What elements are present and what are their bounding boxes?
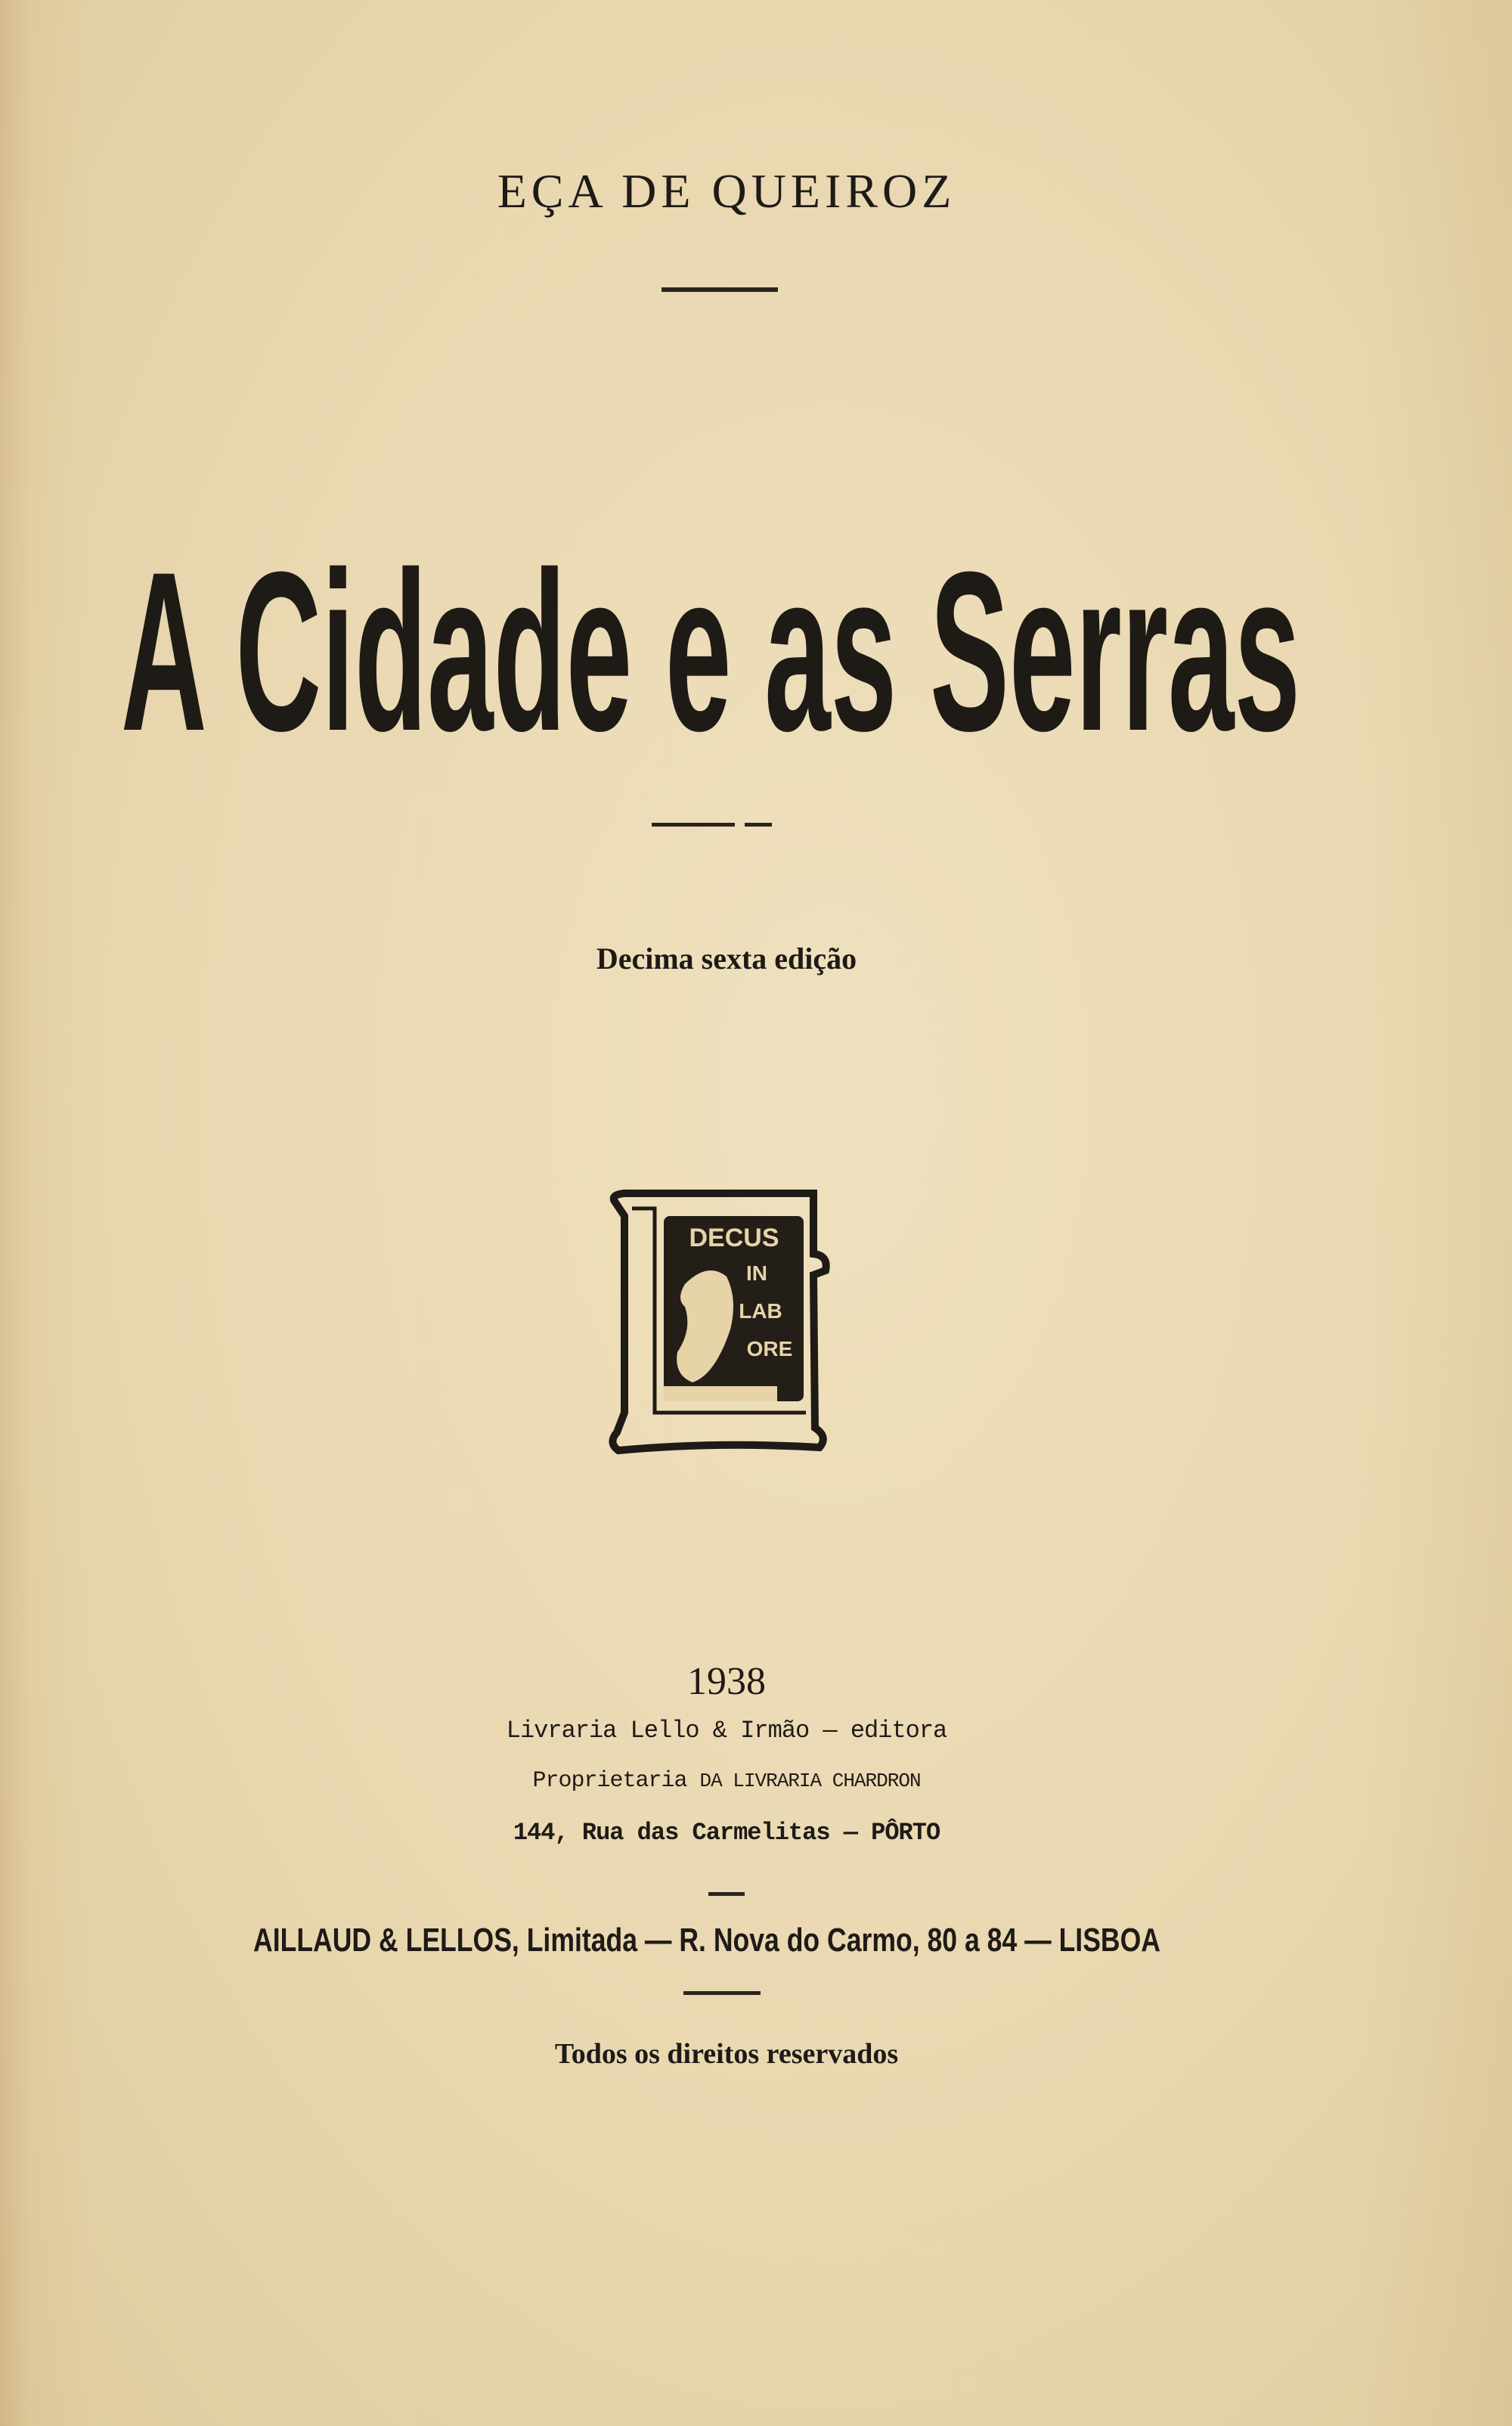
- rights-notice: Todos os direitos reservados: [554, 2038, 899, 2070]
- svg-text:ORE: ORE: [746, 1337, 793, 1360]
- publisher-name: Livraria Lello & Irmão — editora: [506, 1717, 947, 1745]
- publisher-logo: [602, 1186, 836, 1458]
- publisher-address: 144, Rua das Carmelitas — PÔRTO: [513, 1819, 940, 1847]
- short-rule: [708, 1892, 745, 1896]
- printer-text: AILLAUD & LELLOS, Limitada — R. Nova do Carmo, 80 a 84 — LISBOA: [253, 1922, 1160, 1959]
- svg-text:LAB: LAB: [739, 1299, 782, 1323]
- edition-text: Decima sexta edição: [596, 942, 857, 976]
- svg-text:DECUS: DECUS: [689, 1224, 779, 1252]
- ornament-rule: [652, 823, 735, 827]
- author-name: EÇA DE QUEIROZ: [497, 164, 956, 218]
- divider-rule: [662, 287, 778, 292]
- ornament-rule-short: [745, 823, 772, 827]
- book-title-text: A Cidade e as Serras: [121, 524, 1300, 778]
- bottom-rule: [683, 1991, 761, 1995]
- book-title: [113, 524, 1308, 778]
- proprietor-label: Proprietaria: [532, 1768, 687, 1794]
- svg-text:IN: IN: [746, 1261, 767, 1285]
- printer-line: [246, 1917, 1168, 1962]
- publication-year: 1938: [687, 1660, 766, 1703]
- publisher-proprietor: [0, 1768, 1453, 1794]
- proprietor-name: DA LIVRARIA CHARDRON: [699, 1770, 921, 1792]
